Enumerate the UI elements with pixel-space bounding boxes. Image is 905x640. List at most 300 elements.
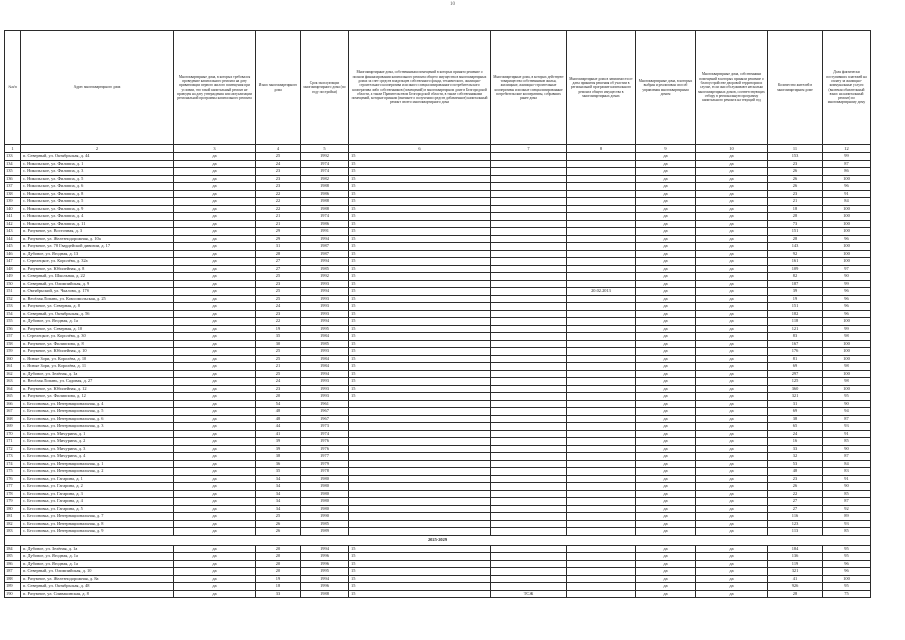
- row-decision-date: [567, 213, 636, 221]
- row-payments-share: 100: [823, 228, 871, 236]
- row-hoa: [491, 183, 567, 191]
- row-decision-date: [567, 400, 636, 408]
- column-number: 1: [5, 145, 21, 153]
- row-management: да: [636, 228, 696, 236]
- table-row: [5, 583, 871, 591]
- row-residents: 297: [768, 370, 823, 378]
- row-number: 151: [5, 288, 21, 296]
- row-payments-share: 100: [823, 258, 871, 266]
- row-payments-share: 87: [823, 453, 871, 461]
- row-payments-share: 87: [823, 160, 871, 168]
- row-address: п. Разумное, ул. Железнодорожная, д. 10а: [21, 235, 174, 243]
- row-address: с. Никольское, ул. Филиппа, д. 5: [21, 175, 174, 183]
- table-row: [5, 220, 871, 228]
- row-decision-date: [567, 265, 636, 273]
- row-year: 1976: [301, 445, 349, 453]
- row-management: да: [636, 505, 696, 513]
- row-financing: [349, 468, 491, 476]
- row-management: да: [636, 590, 696, 598]
- row-landscaping: да: [696, 243, 768, 251]
- row-decision-date: [567, 168, 636, 176]
- row-wear: 33: [256, 590, 301, 598]
- row-payments-share: 100: [823, 340, 871, 348]
- row-management: да: [636, 295, 696, 303]
- row-payments-share: 100: [823, 575, 871, 583]
- row-wear: 25: [256, 295, 301, 303]
- row-number: 169: [5, 423, 21, 431]
- row-address: п. Разумное, ул. Северная, д. 8: [21, 303, 174, 311]
- row-hoa: [491, 575, 567, 583]
- row-number: 153: [5, 303, 21, 311]
- column-number: 9: [636, 145, 696, 153]
- row-privatization: да: [174, 590, 256, 598]
- row-wear: 25: [256, 355, 301, 363]
- row-financing: 15: [349, 183, 491, 191]
- row-number: 149: [5, 273, 21, 281]
- row-residents: 83: [768, 333, 823, 341]
- row-number: 178: [5, 490, 21, 498]
- row-wear: 48: [256, 408, 301, 416]
- table-row: [5, 553, 871, 561]
- row-landscaping: да: [696, 205, 768, 213]
- row-wear: 19: [256, 575, 301, 583]
- row-year: 1995: [301, 568, 349, 576]
- row-payments-share: 91: [823, 475, 871, 483]
- row-payments-share: 94: [823, 408, 871, 416]
- column-number: 7: [491, 145, 567, 153]
- row-decision-date: [567, 505, 636, 513]
- row-year: 1988: [301, 198, 349, 206]
- row-hoa: [491, 513, 567, 521]
- row-decision-date: [567, 560, 636, 568]
- row-privatization: да: [174, 235, 256, 243]
- row-year: 1996: [301, 553, 349, 561]
- row-decision-date: [567, 498, 636, 506]
- row-wear: 23: [256, 175, 301, 183]
- row-address: с. Стрелецкое, ул. Королёва, д. 32а: [21, 258, 174, 266]
- table-row: [5, 560, 871, 568]
- row-financing: [349, 490, 491, 498]
- row-wear: 22: [256, 205, 301, 213]
- row-number: 138: [5, 190, 21, 198]
- row-financing: 15: [349, 258, 491, 266]
- row-payments-share: 84: [823, 198, 871, 206]
- row-hoa: [491, 228, 567, 236]
- table-row: [5, 168, 871, 176]
- row-financing: 15: [349, 168, 491, 176]
- row-residents: 92: [768, 250, 823, 258]
- row-landscaping: да: [696, 333, 768, 341]
- row-wear: 35: [256, 333, 301, 341]
- row-number: 167: [5, 408, 21, 416]
- row-management: да: [636, 205, 696, 213]
- row-year: 1985: [301, 265, 349, 273]
- row-number: 189: [5, 583, 21, 591]
- row-privatization: да: [174, 295, 256, 303]
- row-year: 1994: [301, 370, 349, 378]
- row-hoa: [491, 445, 567, 453]
- row-privatization: да: [174, 483, 256, 491]
- row-financing: 15: [349, 228, 491, 236]
- header-privatization: Многоквартирные дома, в которых требовался проведение капитального ремонта на дату приватизации первого жилого помещения при условии, что такой капитальный ремонт не проведен на дату утверждения или актуализации региональной программы капитального ремонта: [174, 31, 256, 145]
- row-hoa: [491, 220, 567, 228]
- row-hoa: [491, 415, 567, 423]
- row-decision-date: [567, 460, 636, 468]
- row-privatization: да: [174, 273, 256, 281]
- row-financing: [349, 460, 491, 468]
- row-address: п. Северный, ул. Октябрьская, д. 44: [21, 153, 174, 161]
- row-address: п. Дубовое, ул. Зелёная, д. 1а: [21, 370, 174, 378]
- row-management: да: [636, 423, 696, 431]
- row-payments-share: 87: [823, 415, 871, 423]
- row-decision-date: [567, 583, 636, 591]
- table-row: [5, 400, 871, 408]
- table-header-row: [5, 31, 871, 145]
- row-number: 186: [5, 560, 21, 568]
- row-management: да: [636, 273, 696, 281]
- row-payments-share: 96: [823, 303, 871, 311]
- row-landscaping: да: [696, 265, 768, 273]
- row-management: да: [636, 280, 696, 288]
- row-payments-share: 100: [823, 220, 871, 228]
- row-financing: 15: [349, 273, 491, 281]
- row-payments-share: 100: [823, 205, 871, 213]
- row-payments-share: 91: [823, 430, 871, 438]
- row-address: п. Весёлая Лопань, ул. Комсомольская, д. 25: [21, 295, 174, 303]
- row-financing: [349, 408, 491, 416]
- row-address: с. Бессоновка, ул. Интернациональная, д. 2: [21, 468, 174, 476]
- row-decision-date: [567, 235, 636, 243]
- row-residents: 24: [768, 430, 823, 438]
- row-hoa: [491, 560, 567, 568]
- row-privatization: да: [174, 400, 256, 408]
- row-number: 181: [5, 513, 21, 521]
- row-privatization: да: [174, 393, 256, 401]
- row-decision-date: [567, 340, 636, 348]
- row-wear: 34: [256, 475, 301, 483]
- row-management: да: [636, 408, 696, 416]
- row-year: 1974: [301, 160, 349, 168]
- row-management: да: [636, 545, 696, 553]
- row-landscaping: да: [696, 583, 768, 591]
- column-number: 11: [768, 145, 823, 153]
- row-privatization: да: [174, 310, 256, 318]
- row-hoa: [491, 453, 567, 461]
- row-hoa: [491, 520, 567, 528]
- row-hoa: [491, 160, 567, 168]
- row-financing: 15: [349, 333, 491, 341]
- row-payments-share: 83: [823, 468, 871, 476]
- row-financing: [349, 475, 491, 483]
- row-landscaping: да: [696, 235, 768, 243]
- row-decision-date: [567, 453, 636, 461]
- row-privatization: да: [174, 583, 256, 591]
- table-row: [5, 460, 871, 468]
- row-privatization: да: [174, 355, 256, 363]
- row-address: с. Ясные Зори, ул. Королёва, д. 10: [21, 355, 174, 363]
- row-landscaping: да: [696, 498, 768, 506]
- row-hoa: [491, 355, 567, 363]
- row-hoa: [491, 333, 567, 341]
- row-hoa: [491, 370, 567, 378]
- header-payments-share: Доля фактически поступивших платежей на оплату за жилищно-коммунальные услуги (включая обязательный взнос на капитальный ремонт) по многоквартирному дому: [823, 31, 871, 145]
- row-address: с. Бессоновка, ул. Интернациональная, д. 7: [21, 513, 174, 521]
- row-number: 158: [5, 340, 21, 348]
- row-management: да: [636, 235, 696, 243]
- row-hoa: [491, 385, 567, 393]
- row-hoa: [491, 205, 567, 213]
- row-management: да: [636, 520, 696, 528]
- row-decision-date: [567, 408, 636, 416]
- row-hoa: [491, 265, 567, 273]
- row-year: 1993: [301, 348, 349, 356]
- row-decision-date: [567, 310, 636, 318]
- row-payments-share: 96: [823, 310, 871, 318]
- row-privatization: да: [174, 568, 256, 576]
- row-management: да: [636, 415, 696, 423]
- row-management: да: [636, 483, 696, 491]
- table-row: [5, 295, 871, 303]
- row-number: 137: [5, 183, 21, 191]
- row-address: п. Разумное, ул. Восточная, д. 3: [21, 228, 174, 236]
- row-landscaping: да: [696, 325, 768, 333]
- table-row: [5, 318, 871, 326]
- row-hoa: [491, 505, 567, 513]
- row-address: п. Дубовое, ул. Ягодная, д. 13: [21, 250, 174, 258]
- row-hoa: [491, 545, 567, 553]
- row-wear: 22: [256, 190, 301, 198]
- row-residents: 22: [768, 490, 823, 498]
- row-residents: 65: [768, 423, 823, 431]
- row-wear: 20: [256, 568, 301, 576]
- row-address: с. Бессоновка, ул. Интернациональная, д. 1: [21, 460, 174, 468]
- row-hoa: [491, 460, 567, 468]
- row-payments-share: 90: [823, 445, 871, 453]
- row-wear: 28: [256, 250, 301, 258]
- row-landscaping: да: [696, 505, 768, 513]
- row-landscaping: да: [696, 460, 768, 468]
- row-year: 1984: [301, 333, 349, 341]
- table-row: [5, 475, 871, 483]
- row-hoa: [491, 553, 567, 561]
- row-year: 1993: [301, 310, 349, 318]
- row-number: 161: [5, 363, 21, 371]
- row-landscaping: да: [696, 310, 768, 318]
- row-residents: 26: [768, 175, 823, 183]
- row-wear: 25: [256, 153, 301, 161]
- row-address: с. Никольское, ул. Филиппа, д. 6: [21, 183, 174, 191]
- row-residents: 121: [768, 325, 823, 333]
- row-wear: 25: [256, 288, 301, 296]
- row-financing: 15: [349, 288, 491, 296]
- row-number: 175: [5, 468, 21, 476]
- table-row: [5, 483, 871, 491]
- row-management: да: [636, 325, 696, 333]
- row-payments-share: 96: [823, 568, 871, 576]
- row-decision-date: [567, 483, 636, 491]
- row-year: 1990: [301, 513, 349, 521]
- row-management: да: [636, 168, 696, 176]
- row-residents: 161: [768, 258, 823, 266]
- section-row: [5, 535, 871, 545]
- row-year: 1986: [301, 220, 349, 228]
- row-decision-date: [567, 528, 636, 536]
- row-payments-share: 95: [823, 393, 871, 401]
- row-financing: 15: [349, 198, 491, 206]
- row-hoa: ТСЖ: [491, 590, 567, 598]
- row-decision-date: [567, 198, 636, 206]
- row-payments-share: 98: [823, 378, 871, 386]
- row-decision-date: [567, 295, 636, 303]
- row-landscaping: да: [696, 438, 768, 446]
- row-financing: 15: [349, 393, 491, 401]
- header-number: №п/п: [5, 31, 21, 145]
- row-residents: 109: [768, 265, 823, 273]
- row-number: 185: [5, 553, 21, 561]
- table-row: [5, 198, 871, 206]
- row-residents: 21: [768, 198, 823, 206]
- row-wear: 20: [256, 393, 301, 401]
- row-management: да: [636, 475, 696, 483]
- row-landscaping: да: [696, 280, 768, 288]
- row-financing: 15: [349, 303, 491, 311]
- row-financing: 15: [349, 363, 491, 371]
- table-row: [5, 243, 871, 251]
- row-number: 147: [5, 258, 21, 266]
- row-number: 136: [5, 175, 21, 183]
- table-row: [5, 590, 871, 598]
- row-decision-date: [567, 348, 636, 356]
- section-label: 2025-2029: [5, 535, 871, 545]
- row-address: с. Бессоновка, ул. Мичурина, д. 1: [21, 430, 174, 438]
- row-landscaping: да: [696, 348, 768, 356]
- row-year: 1992: [301, 153, 349, 161]
- row-landscaping: да: [696, 175, 768, 183]
- row-decision-date: [567, 430, 636, 438]
- row-year: 1988: [301, 205, 349, 213]
- row-residents: 69: [768, 408, 823, 416]
- row-privatization: да: [174, 453, 256, 461]
- row-payments-share: 99: [823, 153, 871, 161]
- row-decision-date: [567, 438, 636, 446]
- row-payments-share: 99: [823, 325, 871, 333]
- row-wear: 22: [256, 318, 301, 326]
- row-landscaping: да: [696, 393, 768, 401]
- row-year: 1985: [301, 520, 349, 528]
- row-number: 139: [5, 198, 21, 206]
- row-decision-date: [567, 490, 636, 498]
- row-privatization: да: [174, 460, 256, 468]
- row-payments-share: 85: [823, 490, 871, 498]
- row-landscaping: да: [696, 288, 768, 296]
- row-management: да: [636, 453, 696, 461]
- row-year: 1988: [301, 183, 349, 191]
- row-wear: 48: [256, 415, 301, 423]
- row-year: 1980: [301, 505, 349, 513]
- row-number: 145: [5, 243, 21, 251]
- row-wear: 35: [256, 468, 301, 476]
- row-address: с. Никольское, ул. Филиппа, д. 9: [21, 205, 174, 213]
- row-privatization: да: [174, 183, 256, 191]
- table-row: [5, 378, 871, 386]
- row-residents: 118: [768, 318, 823, 326]
- row-financing: [349, 483, 491, 491]
- row-residents: 187: [768, 280, 823, 288]
- row-address: п. Разумное, ул. Юбилейная, д. 10: [21, 348, 174, 356]
- row-decision-date: [567, 228, 636, 236]
- row-residents: 360: [768, 385, 823, 393]
- column-number: 12: [823, 145, 871, 153]
- row-address: с. Бессоновка, ул. Интернациональная, д. 6: [21, 415, 174, 423]
- row-wear: 27: [256, 258, 301, 266]
- row-privatization: да: [174, 378, 256, 386]
- row-address: п. Северный, ул. Олимпийская, д. 10: [21, 568, 174, 576]
- row-number: 166: [5, 400, 21, 408]
- table-row: [5, 160, 871, 168]
- table-row: [5, 438, 871, 446]
- row-payments-share: 100: [823, 370, 871, 378]
- row-address: с. Бессоновка, ул. Гагарина, д. 3: [21, 490, 174, 498]
- row-payments-share: 89: [823, 513, 871, 521]
- row-number: 182: [5, 520, 21, 528]
- row-number: 141: [5, 213, 21, 221]
- row-number: 154: [5, 310, 21, 318]
- row-residents: 26: [768, 183, 823, 191]
- row-management: да: [636, 385, 696, 393]
- row-privatization: да: [174, 280, 256, 288]
- row-hoa: [491, 250, 567, 258]
- row-residents: 28: [768, 213, 823, 221]
- row-hoa: [491, 438, 567, 446]
- row-financing: 15: [349, 243, 491, 251]
- row-wear: 38: [256, 453, 301, 461]
- row-financing: 15: [349, 370, 491, 378]
- row-residents: 23: [768, 190, 823, 198]
- row-residents: 73: [768, 220, 823, 228]
- row-number: 142: [5, 220, 21, 228]
- row-landscaping: да: [696, 415, 768, 423]
- row-residents: 136: [768, 553, 823, 561]
- row-year: 1987: [301, 250, 349, 258]
- header-service-life: Срок эксплуатации многоквартирного дома (по году постройки): [301, 31, 349, 145]
- row-address: п. Северный, ул. Октябрьская, д. 56: [21, 310, 174, 318]
- row-decision-date: [567, 513, 636, 521]
- row-address: с. Бессоновка, ул. Интернациональная, д. 3: [21, 423, 174, 431]
- table-row: [5, 205, 871, 213]
- row-decision-date: [567, 568, 636, 576]
- row-hoa: [491, 273, 567, 281]
- row-residents: 153: [768, 153, 823, 161]
- table-row: [5, 280, 871, 288]
- row-management: да: [636, 265, 696, 273]
- row-hoa: [491, 363, 567, 371]
- row-wear: 25: [256, 513, 301, 521]
- table-row: [5, 183, 871, 191]
- table-row: [5, 288, 871, 296]
- row-address: с. Бессоновка, ул. Интернациональная, д. 5: [21, 408, 174, 416]
- row-residents: 321: [768, 393, 823, 401]
- row-payments-share: 75: [823, 590, 871, 598]
- row-financing: 15: [349, 545, 491, 553]
- row-landscaping: да: [696, 528, 768, 536]
- row-wear: 23: [256, 310, 301, 318]
- row-payments-share: 90: [823, 400, 871, 408]
- row-number: 171: [5, 438, 21, 446]
- row-landscaping: да: [696, 553, 768, 561]
- table-row: [5, 228, 871, 236]
- row-landscaping: да: [696, 400, 768, 408]
- row-privatization: да: [174, 205, 256, 213]
